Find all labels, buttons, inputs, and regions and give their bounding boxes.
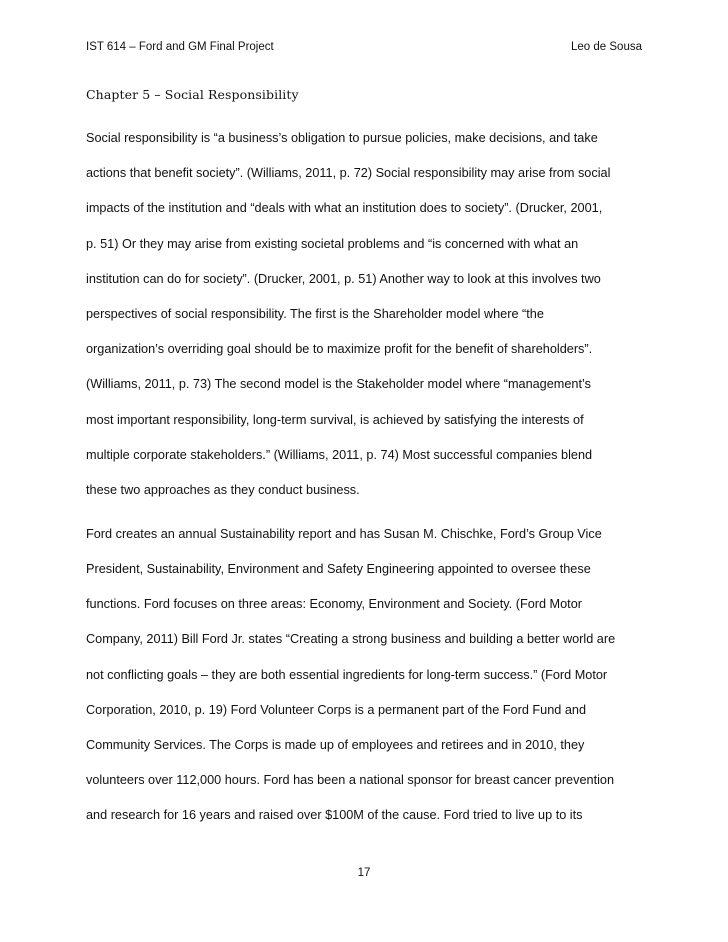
body-text-line: perspectives of social responsibility. The first is the Shareholder model where “the [86, 307, 544, 321]
body-text-line: organization’s overriding goal should be to maximize profit for the benefit of shareholders”. [86, 342, 593, 356]
running-header-title: IST 614 – Ford and GM Final Project [86, 41, 274, 53]
body-text-line: (Williams, 2011, p. 73) The second model is the Stakeholder model where “management’s [86, 377, 591, 391]
running-header-author: Leo de Sousa [571, 41, 642, 53]
body-text-line: p. 51) Or they may arise from existing societal problems and “is concerned with what an [86, 237, 579, 251]
body-text-line: multiple corporate stakeholders.” (Williams, 2011, p. 74) Most successful companies blend [86, 448, 593, 462]
body-text-line: President, Sustainability, Environment and Safety Engineering appointed to oversee these [86, 562, 591, 576]
body-text-line: Company, 2011) Bill Ford Jr. states “Creating a strong business and building a better world are [86, 632, 616, 646]
body-text-line: Corporation, 2010, p. 19) Ford Volunteer Corps is a permanent part of the Ford Fund and [86, 703, 587, 717]
body-text-line: these two approaches as they conduct business. [86, 483, 360, 497]
body-text-line: and research for 16 years and raised over $100M of the cause. Ford tried to live up to its [86, 808, 583, 822]
chapter-heading: Chapter 5 – Social Responsibility [86, 87, 299, 102]
body-text-line: impacts of the institution and “deals with what an institution does to society”. (Drucker, 2001, [86, 201, 603, 215]
body-text-line: Ford creates an annual Sustainability report and has Susan M. Chischke, Ford’s Group Vice [86, 527, 602, 541]
body-text-line: not conflicting goals – they are both essential ingredients for long-term success.” (Ford Motor [86, 668, 608, 682]
body-text-line: volunteers over 112,000 hours. Ford has been a national sponsor for breast cancer prevention [86, 773, 615, 787]
body-text-line: institution can do for society”. (Drucker, 2001, p. 51) Another way to look at this involves two [86, 272, 601, 286]
body-text-line: Community Services. The Corps is made up of employees and retirees and in 2010, they [86, 738, 585, 752]
page-number: 17 [357, 867, 371, 879]
body-text-line: functions. Ford focuses on three areas: Economy, Environment and Society. (Ford Motor [86, 597, 582, 611]
body-text-line: most important responsibility, long-term survival, is achieved by satisfying the interests of [86, 413, 584, 427]
body-text-line: Social responsibility is “a business’s obligation to pursue policies, make decisions, and take [86, 131, 598, 145]
body-text-line: actions that benefit society”. (Williams, 2011, p. 72) Social responsibility may arise from social [86, 166, 611, 180]
